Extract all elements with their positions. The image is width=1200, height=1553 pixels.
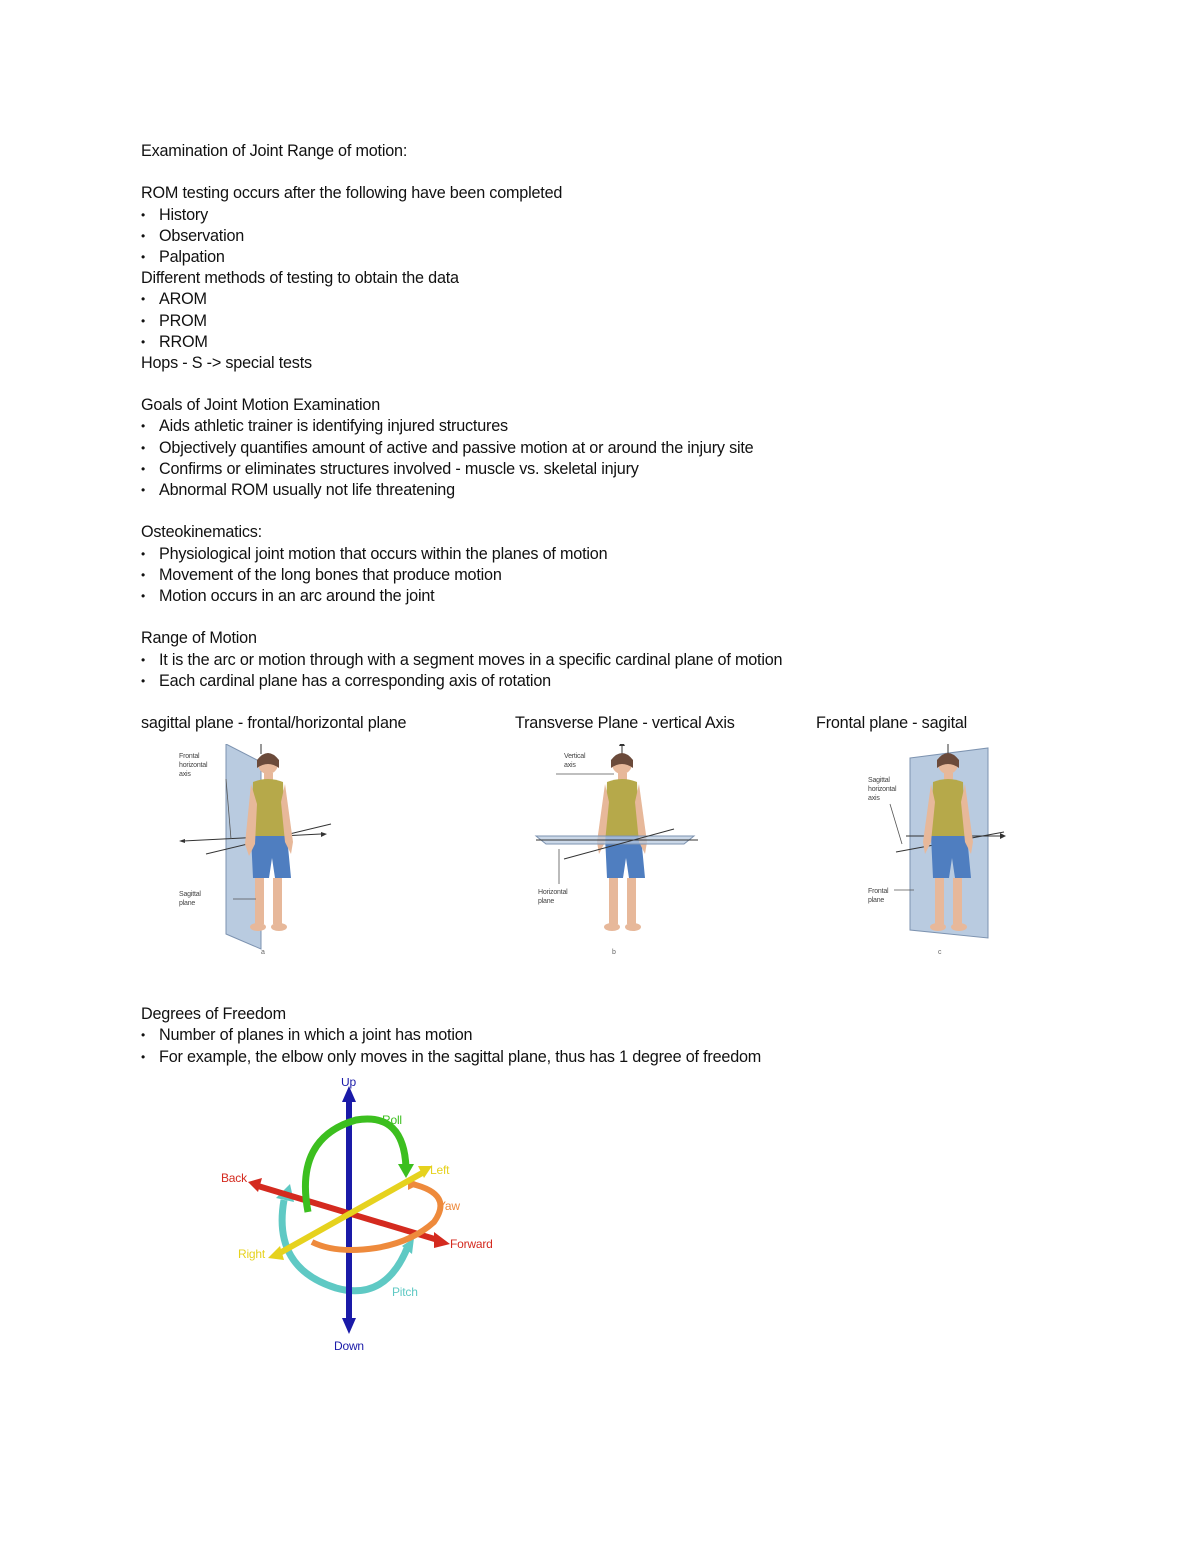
bullet-icon: • — [141, 207, 146, 222]
goals-heading: Goals of Joint Motion Examination — [141, 396, 381, 415]
bullet-icon: • — [141, 483, 146, 497]
label-down: Down — [334, 1338, 364, 1353]
label-pitch: Pitch — [392, 1284, 418, 1299]
figure-letter: b — [612, 949, 616, 957]
bullet-icon: • — [141, 652, 146, 667]
list-item: • Motion occurs in an arc around the joint — [141, 586, 1061, 607]
bullet-icon: • — [141, 419, 146, 434]
label-yaw: Yaw — [438, 1198, 460, 1213]
bullet-icon: • — [141, 334, 146, 349]
svg-text:plane: plane — [868, 897, 885, 905]
figure-frontal-plane — [866, 744, 1016, 980]
label-vertical-axis: Vertical — [564, 753, 586, 761]
document-body — [141, 141, 1061, 1368]
bullet-icon: • — [141, 228, 146, 243]
list-item: • It is the arc or motion through with a segment moves in a specific cardinal plane of motion — [141, 650, 1061, 671]
label-up: Up — [341, 1077, 356, 1089]
list-item: • Physiological joint motion that occurs within the planes of motion — [141, 544, 1061, 565]
bullet-icon: • — [141, 1049, 146, 1064]
figure-transverse-plane — [534, 744, 704, 980]
label-roll: Roll — [382, 1112, 402, 1127]
figure-letter: a — [261, 949, 265, 957]
svg-text:horizontal: horizontal — [179, 762, 208, 770]
list-item: • Confirms or eliminates structures involved - muscle vs. skeletal injury — [141, 459, 1061, 480]
label-sagittal-axis: Sagittal — [868, 777, 890, 785]
osteokinematics-heading: Osteokinematics: — [141, 523, 262, 542]
list-item: • AROM — [141, 289, 1061, 310]
list-item: • Palpation — [141, 247, 1061, 268]
list-item: • RROM — [141, 332, 1061, 353]
list-item: • Aids athletic trainer is identifying injured structures — [141, 416, 1061, 437]
plane-captions — [141, 713, 1061, 734]
list-item: • For example, the elbow only moves in the sagittal plane, thus has 1 degree of freedom — [141, 1047, 1061, 1068]
bullet-icon: • — [141, 567, 146, 582]
bullet-icon: • — [141, 1028, 146, 1043]
list-item: • Observation — [141, 226, 1061, 247]
hops-line: Hops - S -> special tests — [141, 353, 312, 372]
document-title: Examination of Joint Range of motion: — [141, 142, 408, 160]
svg-text:axis: axis — [868, 795, 880, 803]
range-of-motion-heading: Range of Motion — [141, 629, 257, 648]
list-item: • History — [141, 205, 1061, 226]
label-sagittal-plane: Sagittal — [179, 891, 201, 899]
caption-sagittal: sagittal plane - frontal/horizontal plane — [141, 714, 407, 733]
caption-frontal: Frontal plane - sagital — [816, 714, 968, 733]
degrees-of-freedom-diagram — [141, 1068, 1061, 1368]
caption-transverse: Transverse Plane - vertical Axis — [515, 714, 735, 733]
svg-text:plane: plane — [538, 898, 555, 906]
label-right: Right — [238, 1246, 266, 1261]
yaw-arrow — [312, 1184, 440, 1250]
label-frontal-plane: Frontal — [868, 888, 889, 896]
planes-figure-row — [141, 734, 1061, 1004]
bullet-icon: • — [141, 461, 146, 476]
figure-sagittal-plane — [171, 744, 341, 980]
rom-intro-heading: ROM testing occurs after the following have been completed — [141, 184, 563, 203]
bullet-icon: • — [141, 313, 146, 328]
list-item: • Number of planes in which a joint has motion — [141, 1025, 1061, 1046]
label-back: Back — [221, 1170, 247, 1185]
list-item: • Each cardinal plane has a corresponding axis of rotation — [141, 671, 1061, 692]
list-item: • Objectively quantifies amount of active and passive motion at or around the injury site — [141, 438, 1061, 459]
label-horizontal-plane: Horizontal — [538, 889, 568, 897]
bullet-icon: • — [141, 292, 146, 307]
svg-text:axis: axis — [564, 762, 576, 770]
list-item: • PROM — [141, 311, 1061, 332]
bullet-icon: • — [141, 249, 146, 264]
list-item: • Movement of the long bones that produce motion — [141, 565, 1061, 586]
label-left: Left — [430, 1162, 450, 1177]
label-frontal-axis: Frontal — [179, 753, 200, 761]
roll-arrow — [305, 1119, 406, 1212]
bullet-icon: • — [141, 546, 146, 561]
bullet-icon: • — [141, 440, 146, 455]
label-forward: Forward — [450, 1236, 493, 1251]
svg-text:plane: plane — [179, 900, 196, 908]
degrees-of-freedom-heading: Degrees of Freedom — [141, 1005, 286, 1024]
svg-text:axis: axis — [179, 771, 191, 779]
bullet-icon: • — [141, 588, 146, 603]
methods-heading: Different methods of testing to obtain the data — [141, 269, 459, 288]
bullet-icon: • — [141, 673, 146, 688]
svg-text:horizontal: horizontal — [868, 786, 897, 794]
figure-letter: c — [938, 949, 942, 957]
list-item: • Abnormal ROM usually not life threatening — [141, 480, 1061, 501]
